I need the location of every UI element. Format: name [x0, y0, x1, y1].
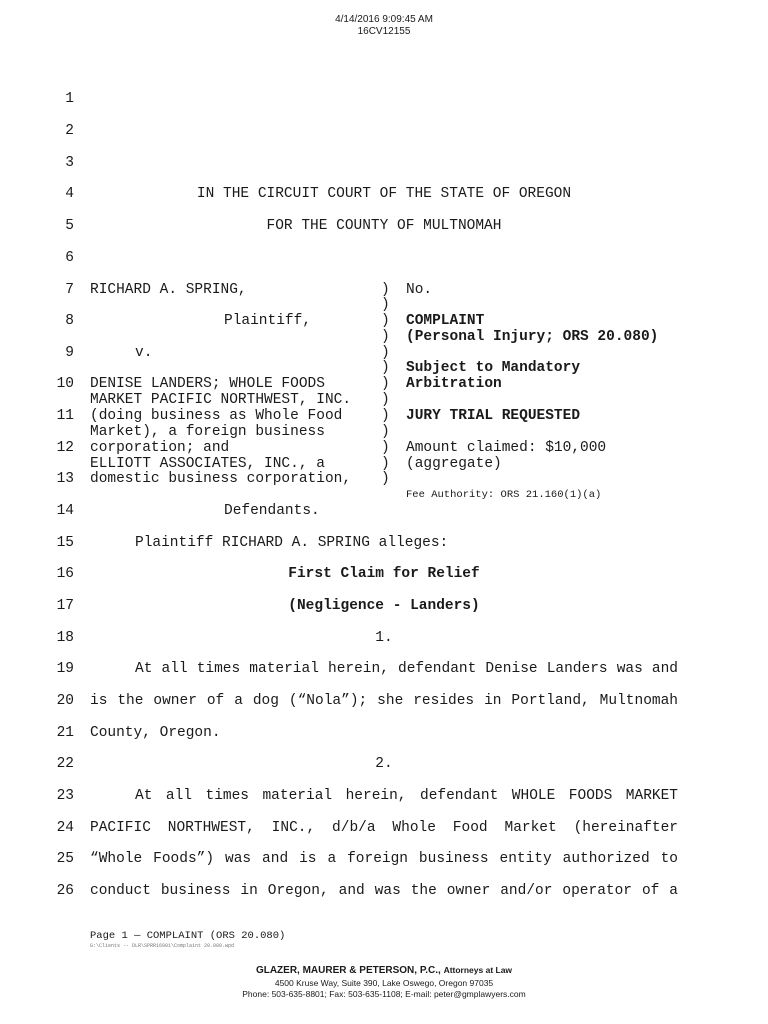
paren: )	[381, 392, 390, 408]
versus: v.	[135, 345, 153, 361]
defendant-line: DENISE LANDERS; WHOLE FOODS	[90, 376, 325, 392]
line-number: 5	[65, 218, 74, 234]
firm-address: 4500 Kruse Way, Suite 390, Lake Oswego, Oregon 97035	[274, 978, 494, 988]
paren: )	[381, 471, 390, 487]
line-number: 25	[56, 851, 74, 867]
line-number: 1	[65, 91, 74, 107]
defendants-role: Defendants.	[224, 503, 320, 519]
paren: )	[381, 376, 390, 392]
line-number: 23	[56, 788, 74, 804]
paren: )	[381, 329, 390, 345]
plaintiff-name: RICHARD A. SPRING,	[90, 282, 247, 298]
line-number: 13	[56, 471, 74, 487]
line-number: 24	[56, 820, 74, 836]
line-number: 17	[56, 598, 74, 614]
paragraph-text: At all times material herein, defendant WHOLE FOODS MARKET	[135, 788, 678, 804]
defendant-line: (doing business as Whole Food	[90, 408, 343, 424]
line-number: 2	[65, 123, 74, 139]
fee-authority: Fee Authority: ORS 21.160(1)(a)	[406, 489, 602, 501]
document-subtitle: (Personal Injury; ORS 20.080)	[406, 329, 659, 345]
paragraph-number: 2.	[375, 756, 393, 772]
line-number: 21	[56, 725, 74, 741]
court-name: IN THE CIRCUIT COURT OF THE STATE OF OREGON	[196, 186, 572, 202]
arbitration-notice: Subject to Mandatory	[406, 360, 581, 376]
jury-request: JURY TRIAL REQUESTED	[406, 408, 581, 424]
paren: )	[381, 408, 390, 424]
line-number: 9	[65, 345, 74, 361]
firm-name: GLAZER, MAURER & PETERSON, P.C.,	[255, 965, 441, 976]
line-number: 19	[56, 661, 74, 677]
amount-claimed: Amount claimed: $10,000	[406, 440, 607, 456]
paren: )	[381, 424, 390, 440]
line-number: 14	[56, 503, 74, 519]
document-title: COMPLAINT	[406, 313, 485, 329]
claim-subtitle: (Negligence - Landers)	[288, 598, 480, 614]
paragraph-text: is the owner of a dog (“Nola”); she resides in Portland, Multnomah	[90, 693, 678, 709]
paren: )	[381, 282, 390, 298]
paragraph-text: “Whole Foods”) was and is a foreign business entity authorized to	[90, 851, 678, 867]
line-number: 22	[56, 756, 74, 772]
plaintiff-role: Plaintiff,	[224, 313, 312, 329]
intro-line: Plaintiff RICHARD A. SPRING alleges:	[135, 535, 449, 551]
line-number: 6	[65, 250, 74, 266]
paren: )	[381, 345, 390, 361]
paragraph-text: conduct business in Oregon, and was the owner and/or operator of a	[90, 883, 678, 899]
paren: )	[381, 440, 390, 456]
case-number: 16CV12155	[357, 26, 411, 37]
case-no-label: No.	[406, 282, 433, 298]
paren: )	[381, 456, 390, 472]
county-name: FOR THE COUNTY OF MULTNOMAH	[266, 218, 502, 234]
line-number: 7	[65, 282, 74, 298]
paragraph-text: County, Oregon.	[90, 725, 221, 741]
defendant-line: domestic business corporation,	[90, 471, 352, 487]
line-number: 20	[56, 693, 74, 709]
firm-heading	[0, 965, 768, 976]
line-number: 4	[65, 186, 74, 202]
defendant-line: corporation; and	[90, 440, 230, 456]
arbitration-notice: Arbitration	[406, 376, 502, 392]
line-number: 18	[56, 630, 74, 646]
firm-suffix: Attorneys at Law	[443, 965, 513, 975]
paren: )	[381, 297, 390, 313]
amount-claimed: (aggregate)	[406, 456, 502, 472]
paragraph-text: At all times material herein, defendant Denise Landers was and	[135, 661, 678, 677]
defendant-line: MARKET PACIFIC NORTHWEST, INC.	[90, 392, 352, 408]
paren: )	[381, 360, 390, 376]
line-number: 12	[56, 440, 74, 456]
firm-contact: Phone: 503-635-8801; Fax: 503-635-1108; E-mail: peter@gmplawyers.com	[242, 989, 526, 999]
line-number: 15	[56, 535, 74, 551]
line-number: 16	[56, 566, 74, 582]
claim-title: First Claim for Relief	[288, 566, 480, 582]
page-label: Page 1 — COMPLAINT (ORS 20.080)	[90, 930, 286, 942]
paragraph-text: PACIFIC NORTHWEST, INC., d/b/a Whole Food Market (hereinafter	[90, 820, 678, 836]
paren: )	[381, 313, 390, 329]
line-number: 26	[56, 883, 74, 899]
filing-timestamp: 4/14/2016 9:09:45 AM	[335, 14, 433, 25]
defendant-line: ELLIOTT ASSOCIATES, INC., a	[90, 456, 325, 472]
line-number: 10	[56, 376, 74, 392]
paragraph-number: 1.	[375, 630, 393, 646]
file-path: G:\Clients -- DLR\SPRR16001\Complaint 20.080.wpd	[90, 943, 235, 949]
line-number: 11	[56, 408, 74, 424]
defendant-line: Market), a foreign business	[90, 424, 325, 440]
line-number: 8	[65, 313, 74, 329]
line-number: 3	[65, 155, 74, 171]
